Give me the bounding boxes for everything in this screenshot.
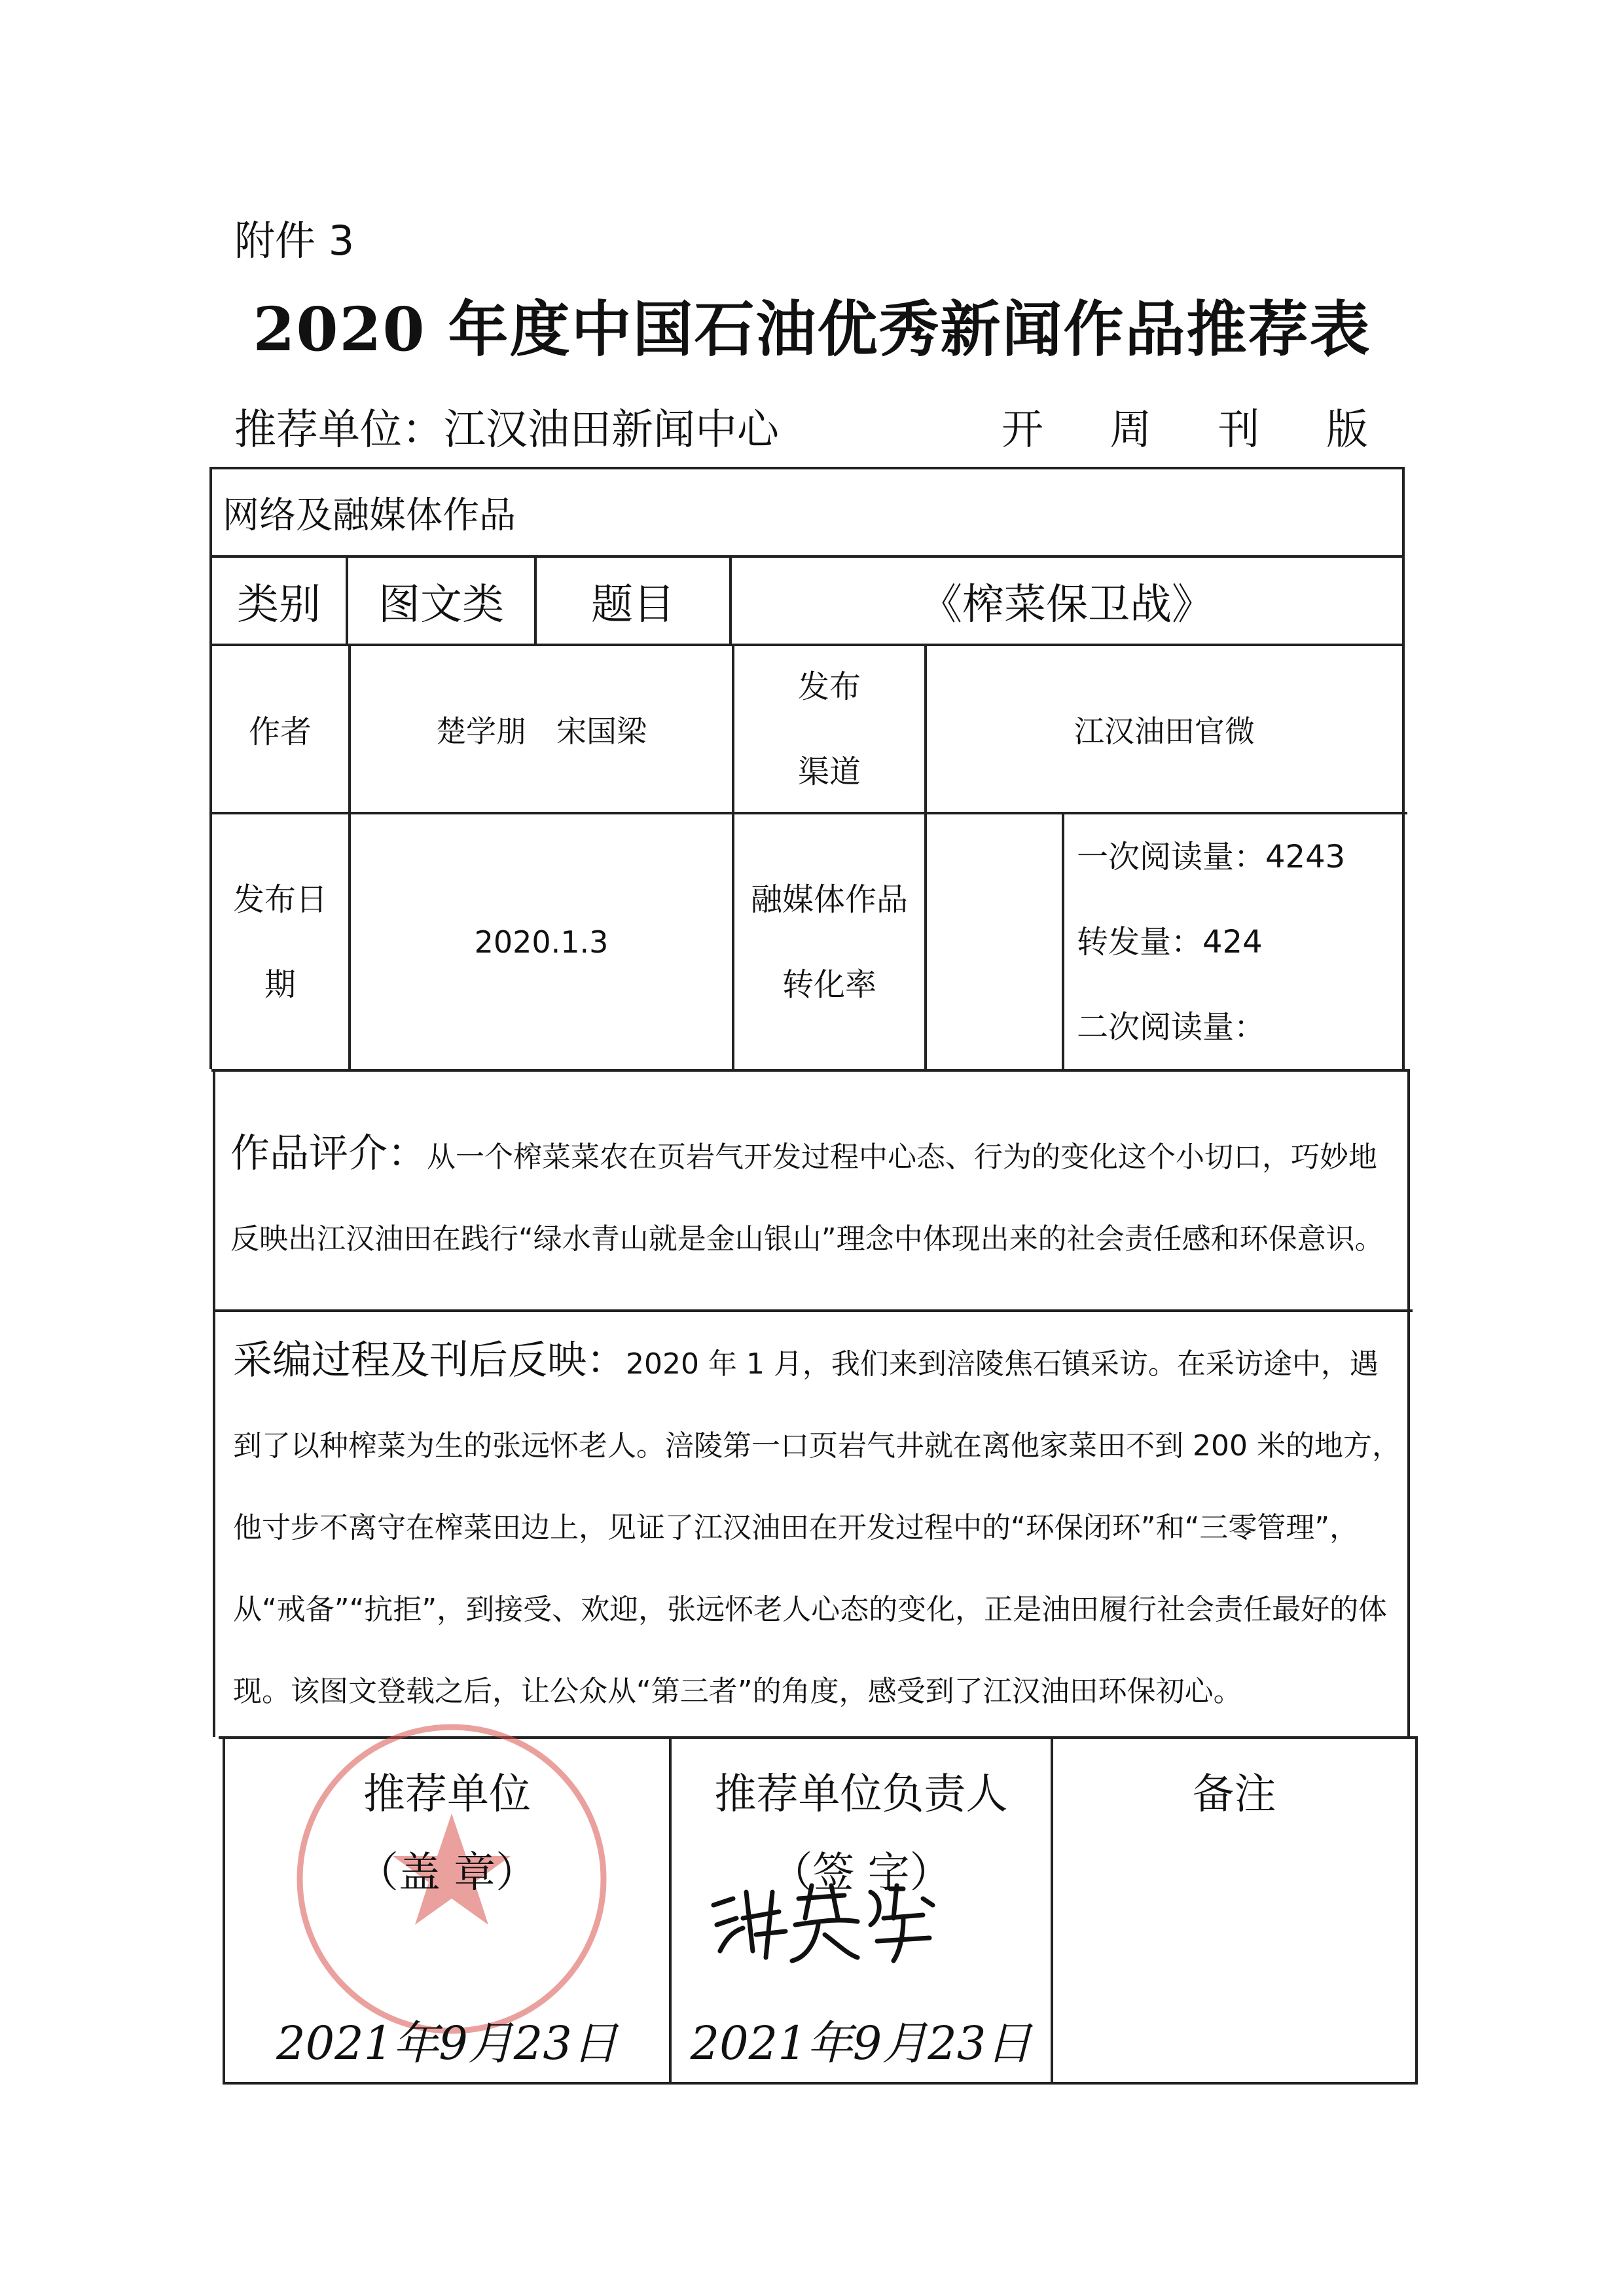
recommend-unit-value: 江汉油田新闻中心 bbox=[444, 406, 779, 454]
author-value: 楚学朋 宋国梁 bbox=[436, 713, 647, 749]
topic-label: 题目 bbox=[591, 580, 675, 629]
recommend-unit-label: 推荐单位： bbox=[234, 406, 444, 454]
channel-label-line: 发布 bbox=[797, 668, 861, 705]
section-title: 网络及融媒体作品 bbox=[223, 494, 516, 537]
first-read-count: 一次阅读量：4243 bbox=[1077, 838, 1346, 875]
edition-char: 周 bbox=[1110, 406, 1152, 454]
channel-label bbox=[734, 646, 924, 812]
conversion-label-line: 转化率 bbox=[782, 966, 876, 1003]
author-label: 作者 bbox=[248, 714, 312, 750]
channel-label-line: 渠道 bbox=[797, 753, 861, 790]
edition-char: 开 bbox=[1001, 406, 1043, 454]
date-value: 2020.1.3 bbox=[474, 924, 609, 960]
conversion-label-line: 融媒体作品 bbox=[750, 881, 908, 918]
table-line bbox=[211, 1069, 1409, 1072]
unit-date: 2021年9月23日 bbox=[276, 2016, 618, 2070]
table-line bbox=[213, 1309, 1413, 1312]
editing-process bbox=[233, 1320, 1405, 1732]
head-date: 2021年9月23日 bbox=[690, 2016, 1032, 2070]
work-review bbox=[230, 1113, 1402, 1280]
remarks-label: 备注 bbox=[1192, 1770, 1276, 1819]
forward-count: 转发量：424 bbox=[1077, 923, 1263, 960]
table-line bbox=[1407, 1069, 1410, 1737]
stamp-note: （盖 章） bbox=[356, 1849, 538, 1897]
category-label: 类别 bbox=[237, 580, 321, 629]
review-label: 作品评介： bbox=[230, 1131, 427, 1176]
reading-stats bbox=[1077, 814, 1404, 1069]
channel-value: 江汉油田官微 bbox=[1074, 713, 1255, 749]
unit-head-label: 推荐单位负责人 bbox=[714, 1770, 1008, 1819]
process-label: 采编过程及刊后反映： bbox=[233, 1338, 626, 1383]
attachment-label: 附件 3 bbox=[234, 217, 355, 264]
topic-value: 《榨菜保卫战》 bbox=[920, 580, 1214, 629]
second-read-count: 二次阅读量： bbox=[1077, 1008, 1266, 1046]
handwritten-signature bbox=[707, 1879, 943, 1964]
process-text: 2020 年 1 月，我们来到涪陵焦石镇采访。在采访途中，遇到了以种榨菜为生的张远怀老人。涪陵第一口页岩气井就在离他家菜田不到 200 米的地方，他寸步不离守在榨菜田边上，见证了江汉油田在开发过程中的“环保闭环”和“三零管理”，从“戒备”“抗拒”，到接受、欢迎，张远怀老人心态的变化，正是油田履行社会责任最好的体现。该图文登载之后，让公众从“第三者”的角度，感受到了江汉油田环保初心。 bbox=[233, 1347, 1401, 1708]
conversion-label bbox=[734, 814, 924, 1069]
recommend-unit-line bbox=[234, 396, 779, 456]
date-label bbox=[212, 814, 348, 1069]
page-title: 2020 年度中国石油优秀新闻作品推荐表 bbox=[253, 294, 1371, 365]
edition-char: 版 bbox=[1326, 406, 1368, 454]
date-label-line: 期 bbox=[264, 966, 296, 1003]
signature-note: （签 字） bbox=[770, 1849, 952, 1897]
table-line bbox=[213, 1069, 215, 1737]
date-label-line: 发布日 bbox=[232, 881, 327, 918]
table-line bbox=[1062, 812, 1064, 1070]
edition-line bbox=[1001, 396, 1368, 456]
table-line bbox=[1415, 1736, 1418, 2083]
table-line bbox=[223, 2082, 1418, 2085]
review-text: 从一个榨菜菜农在页岩气开发过程中心态、行为的变化这个小切口，巧妙地反映出江汉油田在践行“绿水青山就是金山银山”理念中体现出来的社会责任感和环保意识。 bbox=[230, 1140, 1384, 1256]
edition-char: 刊 bbox=[1218, 406, 1260, 454]
category-value: 图文类 bbox=[378, 580, 504, 629]
recommend-unit-footer-label: 推荐单位 bbox=[363, 1770, 531, 1819]
